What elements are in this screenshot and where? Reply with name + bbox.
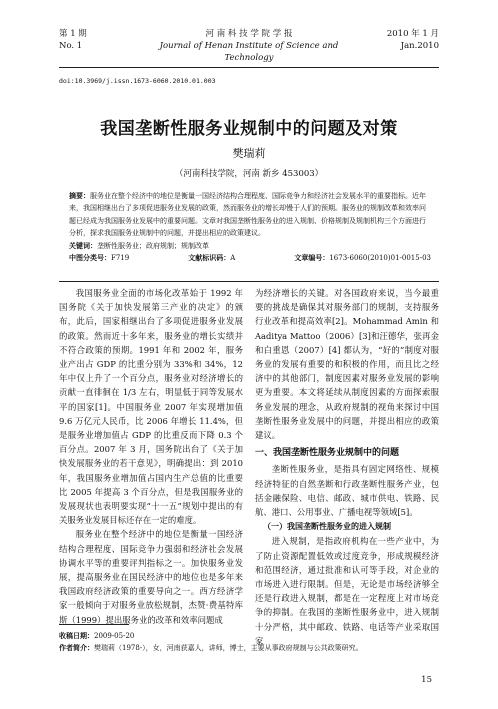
journal-title-cn: 河 南 科 技 学 院 学 报 (205, 29, 293, 39)
running-header (59, 28, 439, 68)
author-bio-label: 作者简介： (59, 643, 94, 652)
issue-cn: 第 1 期 (59, 29, 87, 39)
keywords-text: 垄断性服务业；政府规制；规制改革 (97, 241, 209, 250)
left-column (59, 286, 243, 627)
article-title: 我国垄断性服务业规制中的问题及对策 (100, 119, 398, 139)
doc-value: A (230, 254, 236, 263)
author-affiliation: （河南科技学院，河南 新乡 453003） (174, 169, 324, 179)
body-paragraph: 我国服务业全面的市场化改革始于 1992 年国务院《关于加快发展第三产业的决定》的颁布，此后，国家相继出台了多项促进服务业发展的政策。然而近十多年来，服务业的增长实绩并不符合政策的预期。1991 年和 2002 年，服务业产出占 GDP 的比重分别为 33%和 34%，12 年中仅上升了一个百分点，服务业对经济增长的贡献一直徘徊在 1/3 左右，明显低于同等发展水平的国家[1]。中国服务业 2007 年实现增加值 9.6 万亿元人民币，比 2006 年增长 11.4%，但是服务业增加值占 GDP 的比重反而下降 0.3 个百分点。2007 年 3 月，国务院出台了《关于加快发展服务业的若干意见》，明确提出：到 2010 年，我国服务业增加值占国内生产总值的比重要比 2005 年提高 3 个百分点，但是我国服务业的发展现状也表明要实现“十一五”规划中提出的有关服务业发展目标还存在一定的难度。 (59, 288, 243, 526)
received-value: 2009-05-20 (94, 632, 135, 640)
abstract-block (69, 190, 431, 264)
page-number: 15 (421, 675, 432, 685)
journal-title-en: Journal of Henan Institute of Science and Technology (159, 41, 339, 63)
author-bio (59, 642, 363, 654)
keywords-label: 关键词： (69, 240, 97, 250)
subsection-heading: （一）我国垄断性服务业的进入规制 (263, 522, 391, 532)
article-code-label: 文章编号： (294, 253, 330, 263)
doc-label: 文献标识码： (188, 253, 231, 263)
section-heading: 一、我国垄断性服务业规制中的问题 (255, 448, 400, 459)
author-bio-text: 樊瑞莉（1978-），女，河南获嘉人，讲师，博士，主要从事政府规制与公共政策研究。 (94, 644, 363, 652)
right-column (255, 286, 439, 648)
article-code-value: 1673-6060(2010)01-0015-03 (329, 254, 431, 263)
clc-label: 中图分类号： (69, 253, 111, 263)
body-paragraph: 进入规制，是指政府机构在一些产业中，为了防止资源配置低效或过度竞争，形成规模经济和范围经济，通过批准和认可等手段，对企业的市场进入进行限制。但是，无论是市场经济够全还是行政进入规制，都是在一定程度上对市场竞争的抑制。在我国的垄断性服务业中，进入规制十分严格，其中邮政、铁路、电话等产业采取国家 (255, 536, 439, 646)
clc-value: F719 (111, 254, 130, 263)
footnote (59, 624, 363, 654)
keywords (69, 240, 431, 252)
article-code (294, 252, 431, 264)
author-name: 樊瑞莉 (232, 147, 266, 160)
date-en: Jan.2010 (400, 41, 439, 51)
received-label: 收稿日期： (59, 631, 94, 640)
doi: doi:10.3969/j.issn.1673-6060.2010.01.003 (59, 77, 216, 85)
abstract-label: 摘要： (69, 191, 90, 200)
abstract-divider (59, 281, 439, 282)
header-rule (59, 67, 439, 68)
abstract-text: 服务业在整个经济中的地位是衡量一国经济结构合理程度、国际竞争力和经济社会发展水平的重要指标。近年来，我国相继出台了多项促进服务业发展的政策，然而服务业的增长却慢于人们的预期。服务业的规制改革和效率问题已经成为我国服务业发展中的重要问题。文章对我国垄断性服务业的进入规制、价格规制及规制机构三个方面进行分析，探求我国服务业规制中的问题，并提出相应的政策建议。 (69, 192, 426, 238)
body-paragraph: 服务业在整个经济中的地位是衡量一国经济结构合理程度、国际竞争力强弱和经济社会发展协调水平等的重要评判指标之一。加快服务业发展，提高服务业在国民经济中的地位也是多年来我国政府经济政策的重要导向之一。西方经济学家一般倾向于对服务业放松规制，杰赞·费基特库斯（1999）提出服务业的改革和效率问题成 (59, 529, 243, 625)
clc-code (69, 252, 129, 264)
footnote-rule (59, 624, 129, 625)
doc-code (188, 252, 235, 264)
abstract (69, 190, 431, 240)
classification-line (69, 252, 431, 264)
body-paragraph: 垄断性服务业，是指具有固定网络性、规模经济特征的自然垄断和行政垄断性服务产业，包括金融保险、电信、邮政、城市供电、铁路、民航、港口、公用事业、广播电视等领域[5]。 (255, 464, 439, 518)
body-paragraph: 为经济增长的关键。对各国政府来说，当今最重要的挑战是确保其对服务部门的规制，支持服务行业改革和提高效率[2]。Mohammad Amin 和 Aaditya Mattoo（2006）[3]和汪德华，张再金和白重恩（2007）[4] 都认为，“好的”制度对服务业的发展有重要的和积极的作用，而且比之经济中的其他部门，制度因素对服务业发展的影响更为重要。本文将延续从制度因素的方面探索服务业发展的理念，从政府规制的视角来探讨中国垄断性服务业发展中的问题，并提出相应的政策建议。 (255, 288, 439, 441)
date-cn: 2010 年 1 月 (386, 29, 439, 39)
received-date (59, 630, 363, 642)
issue-en: No. 1 (59, 41, 83, 51)
